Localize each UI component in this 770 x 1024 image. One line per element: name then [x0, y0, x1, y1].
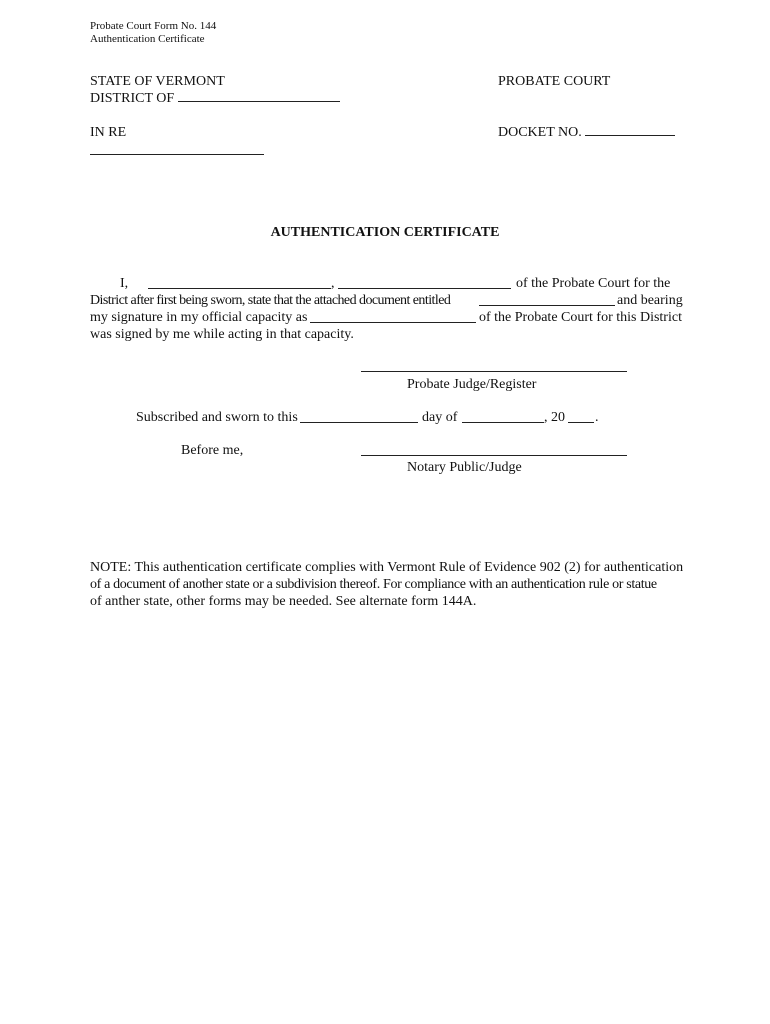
form-number: Probate Court Form No. 144 [90, 20, 217, 32]
docket-field[interactable] [585, 134, 675, 136]
official-capacity-field[interactable] [310, 322, 476, 323]
district-field[interactable] [178, 100, 340, 102]
body-line-2-start: District after first being sworn, state that the attached document entitled [90, 293, 451, 308]
judge-label: Probate Judge/Register [407, 377, 537, 392]
in-re-label: IN RE [90, 125, 127, 140]
form-name: Authentication Certificate [90, 33, 205, 45]
judge-signature-line[interactable] [361, 371, 627, 372]
before-me-label: Before me, [181, 443, 244, 458]
day-of-label: day of [422, 410, 458, 425]
notary-label: Notary Public/Judge [407, 460, 522, 475]
district-label: DISTRICT OF [90, 91, 175, 106]
court-label: PROBATE COURT [498, 74, 611, 89]
body-line-3-end: of the Probate Court for this District [479, 310, 682, 325]
period: . [595, 410, 599, 425]
state-label: STATE OF VERMONT [90, 74, 225, 89]
year-prefix: , 20 [544, 410, 565, 425]
day-field[interactable] [300, 422, 418, 423]
subscribed-label: Subscribed and sworn to this [136, 410, 298, 425]
document-entitled-field[interactable] [479, 305, 615, 306]
body-comma: , [331, 276, 335, 291]
title-field[interactable] [338, 288, 511, 289]
body-line-4: was signed by me while acting in that capacity. [90, 327, 354, 342]
body-line-1-end: of the Probate Court for the [516, 276, 671, 291]
document-title: AUTHENTICATION CERTIFICATE [270, 225, 500, 240]
docket-label: DOCKET NO. [498, 125, 582, 140]
body-line-1-start [120, 275, 128, 292]
body-line-3-start: my signature in my official capacity as [90, 310, 308, 325]
note-line-3: of anther state, other forms may be needed. See alternate form 144A. [90, 594, 477, 609]
body-i: I, [120, 276, 129, 291]
in-re-name-field[interactable] [90, 154, 264, 155]
note-line-2: of a document of another state or a subdivision thereof. For compliance with an authentication rule or statue [90, 577, 657, 592]
year-field[interactable] [568, 422, 594, 423]
district-line [90, 90, 340, 107]
notary-signature-line[interactable] [361, 455, 627, 456]
note-line-1: NOTE: This authentication certificate complies with Vermont Rule of Evidence 902 (2) for authentication [90, 560, 684, 575]
name-field[interactable] [148, 288, 331, 289]
docket-line [498, 124, 675, 141]
month-field[interactable] [462, 422, 544, 423]
body-line-2-end: and bearing [617, 293, 683, 308]
